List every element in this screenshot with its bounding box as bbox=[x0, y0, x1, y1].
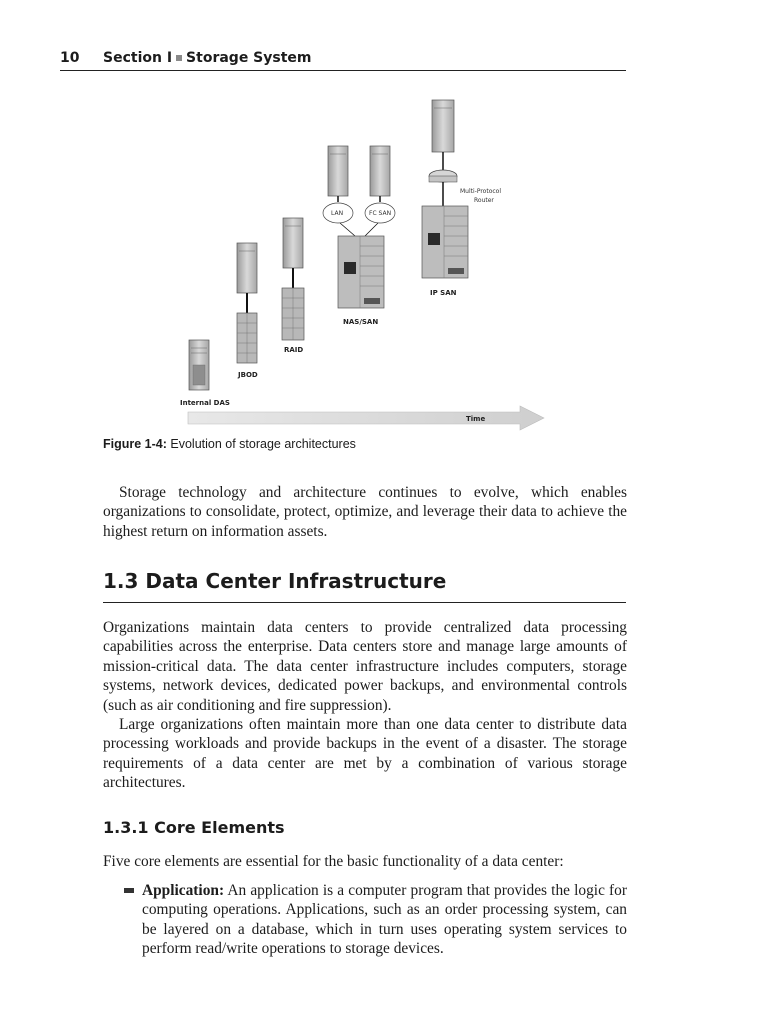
nas-san-label: NAS/SAN bbox=[343, 318, 379, 326]
ip-san-label: IP SAN bbox=[430, 289, 457, 297]
intro-paragraph: Storage technology and architecture continues to evolve, which enables organizations to consolidate, protect, optimize, and leverage their data to achieve the highest return on information assets. bbox=[103, 484, 627, 540]
page-number: 10 bbox=[60, 50, 80, 66]
time-label: Time bbox=[466, 415, 486, 423]
caption-lead: Figure 1-4: bbox=[103, 437, 167, 451]
section-title: Section I Storage System bbox=[103, 50, 312, 66]
bullet-marker bbox=[124, 888, 134, 893]
time-arrow bbox=[188, 406, 544, 430]
bullet-term: Application: bbox=[142, 882, 225, 899]
lan-label: LAN bbox=[331, 210, 344, 217]
data-center-paragraph-1: Organizations maintain data centers to provide centralized data processing capabilities across the enterprise. Data centers store and manage large amounts of mission-critical data. The data center infrastructure includes computers, storage systems, network devices, dedicated power backups, and environmental controls (such as air conditioning and fire suppression). bbox=[103, 619, 627, 714]
raid-stack bbox=[282, 218, 304, 340]
bullet-application bbox=[142, 881, 627, 959]
section-heading: 1.3 Data Center Infrastructure bbox=[103, 568, 626, 603]
jbod-label: JBOD bbox=[238, 371, 258, 379]
nas-san-group bbox=[323, 146, 395, 308]
running-header bbox=[60, 50, 626, 71]
fc-san-label: FC SAN bbox=[369, 210, 392, 217]
subsection-heading: 1.3.1 Core Elements bbox=[103, 818, 285, 837]
internal-das-label: Internal DAS bbox=[180, 399, 230, 407]
raid-label: RAID bbox=[284, 346, 304, 354]
data-center-paragraph-2: Large organizations often maintain more than one data center to distribute data processing workloads and provide backups in the event of a disaster. The storage requirements of a data center are met by a combination of various storage architectures. bbox=[103, 716, 627, 792]
storage-evolution-figure bbox=[160, 90, 560, 435]
internal-das-server bbox=[189, 340, 209, 390]
core-elements-intro: Five core elements are essential for the basic functionality of a data center: bbox=[103, 853, 564, 870]
jbod-stack bbox=[237, 243, 257, 363]
router-label-line2: Router bbox=[474, 197, 494, 204]
bullet-text: An application is a computer program that provides the logic for computing operations. Applications, such as an order processing system, can be layered on a database, which in turn uses operating system services to perform read/write operations to storage devices. bbox=[142, 882, 627, 958]
router-label-line1: Multi-Protocol bbox=[460, 188, 502, 195]
figure-caption bbox=[103, 437, 356, 451]
caption-text: Evolution of storage architectures bbox=[170, 437, 356, 451]
